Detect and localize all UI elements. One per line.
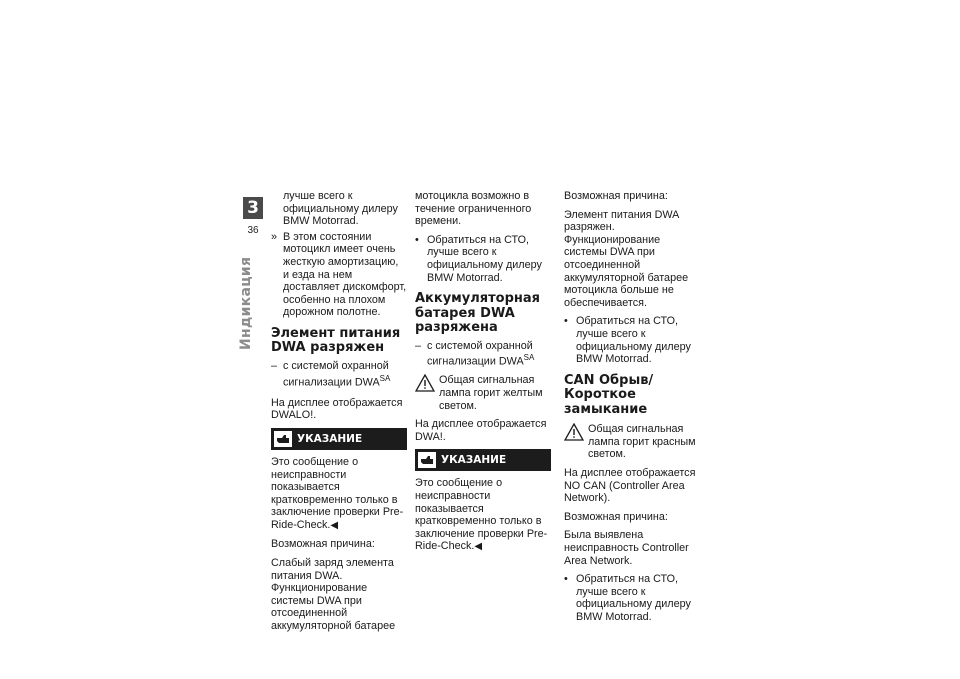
note-banner (271, 428, 407, 450)
section-heading: Аккумуляторная батарея DWA разряжена (415, 291, 541, 336)
section-heading: Элемент питания DWA разряжен (271, 325, 401, 356)
result-marker: » (271, 230, 278, 243)
note-text: Это сообщение о неисправности показывается кратковременно только в заключение проверки Pre-Ride-Check.◀ (415, 477, 548, 553)
warning-row (415, 374, 551, 412)
continued-text: лучше всего к официальному дилеру BMW Motorrad. (283, 190, 398, 228)
warning-row (564, 423, 700, 461)
end-marker-icon: ◀ (474, 541, 483, 553)
note-hand-icon (274, 431, 292, 447)
action-item: • Обратиться на СТО, лучше всего к официальному дилеру BMW Motorrad. (564, 573, 691, 623)
bullet-marker: • (415, 233, 419, 246)
end-marker-icon: ◀ (330, 519, 339, 531)
page-number: 36 (247, 225, 259, 236)
note-label: УКАЗАНИЕ (441, 454, 507, 467)
display-message: На дисплее отображается NO CAN (Controller Area Network). (564, 467, 696, 505)
display-message: На дисплее отображается DWA!. (415, 418, 547, 443)
result-item: » В этом состоянии мотоцикл имеет очень жесткую амортизацию, и езда на нем доставляет дискомфорт, особенно на плохом дорожном полотне. (271, 230, 407, 319)
note-banner (415, 449, 551, 471)
note-label: УКАЗАНИЕ (297, 432, 363, 445)
note-hand-icon (418, 452, 436, 468)
cause-text: Была выявлена неисправность Controller Area Network. (564, 529, 689, 567)
column-3 (564, 190, 700, 627)
chapter-title: Индикация (238, 256, 254, 350)
cause-text: Слабый заряд элемента питания DWA. Функционирование системы DWA при отсоединенной аккумуляторной батарее (271, 557, 396, 633)
dash-marker: – (415, 339, 422, 352)
cause-label: Возможная причина: (564, 190, 668, 202)
condition-item: – с системой охранной сигнализации $DWA^{SA}$ (271, 359, 391, 389)
action-item: • Обратиться на СТО, лучше всего к официальному дилеру BMW Motorrad. (564, 315, 691, 366)
cause-label: Возможная причина: (271, 538, 375, 551)
continued-text: мотоцикла возможно в течение ограниченного времени. (415, 190, 532, 228)
warning-text: Общая сигнальная лампа горит красным светом. (588, 423, 696, 461)
bullet-marker: • (564, 315, 568, 328)
warning-triangle-icon (564, 423, 584, 441)
cause-text: Элемент питания DWA разряжен. Функционирование системы DWA при отсоединенной аккумуляторной батарее мотоцикла больше не обеспечивается. (564, 208, 689, 309)
section-heading: CAN Обрыв/Короткое замыкание (564, 372, 654, 417)
action-item: • Обратиться на СТО, лучше всего к официальному дилеру BMW Motorrad. (415, 233, 542, 284)
note-text: Это сообщение о неисправности показывается кратковременно только в заключение проверки Pre-Ride-Check.◀ (271, 455, 404, 531)
column-2 (415, 190, 551, 560)
column-1 (271, 190, 407, 639)
superscript: SA (379, 373, 391, 383)
cause-label: Возможная причина: (564, 510, 668, 523)
display-message: На дисплее отображается DWALO!. (271, 396, 403, 422)
warning-text: Общая сигнальная лампа горит желтым светом. (439, 374, 543, 412)
bullet-marker: • (564, 573, 568, 586)
dash-marker: – (271, 359, 278, 372)
chapter-number: 3 (247, 198, 259, 218)
condition-item: – с системой охранной сигнализации $DWA^{SA}$ (415, 339, 535, 368)
warning-triangle-icon (415, 374, 435, 392)
superscript: SA (523, 353, 535, 363)
